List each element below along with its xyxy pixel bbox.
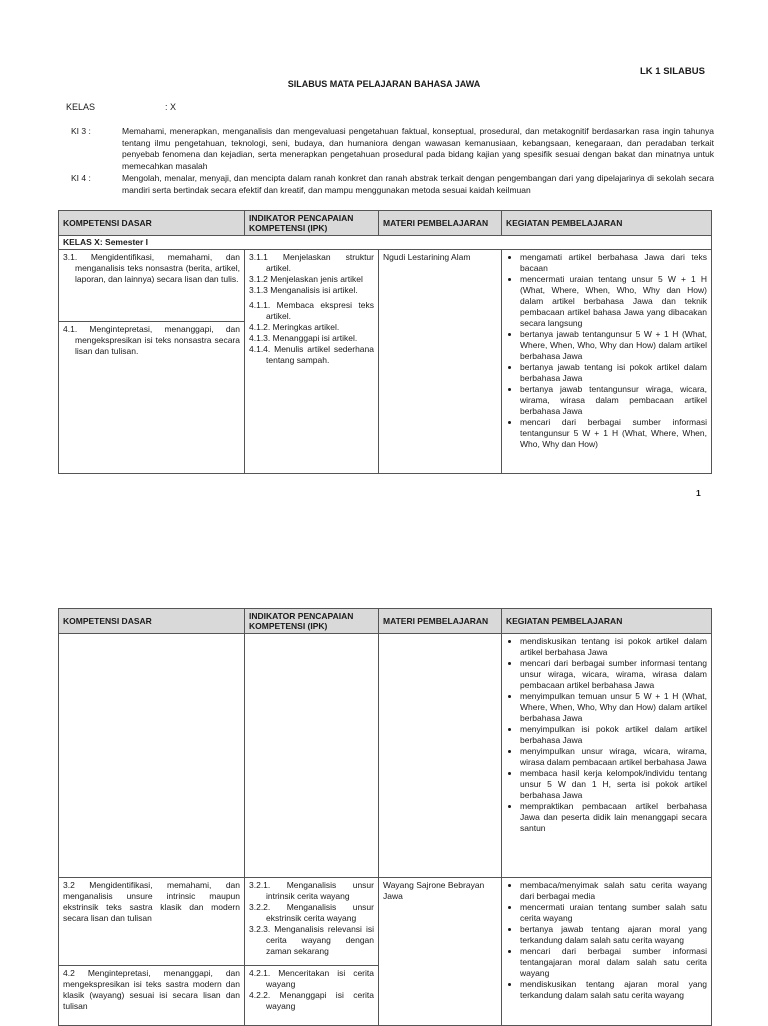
kegiatan-item: • menyimpulkan unsur wiraga, wicara, wirama, wirasa dalam pembacaan artikel berbahasa Jawa xyxy=(520,746,707,768)
kegiatan-item: • menyimpulkan temuan unsur 5 W + 1 H (What, Where, When, Who, Why dan How) dalam artikel berbahasa Jawa xyxy=(520,691,707,724)
ipk-3-2-cell xyxy=(245,878,379,966)
ipk-3-1-1: 3.1.1 Menjelaskan struktur artikel. xyxy=(249,252,374,273)
kegiatan-cell xyxy=(502,250,712,474)
kegiatan-item: • menyimpulkan isi pokok artikel dalam artikel berbahasa Jawa xyxy=(520,724,707,746)
header-materi: MATERI PEMBELAJARAN xyxy=(379,609,502,634)
kegiatan-item: • mencari dari berbagai sumber informasi tentangajaran moral dalam salah satu cerita wayang xyxy=(520,946,707,979)
kd-3-2: 3.2 Mengidentifikasi, memahami, dan menganalisis unsure intrinsic maupun ekstrinsik teks sastra klasik dan modern secara lisan dan tulisan xyxy=(59,878,245,966)
ipk-3-1-2: 3.1.2 Menjelaskan jenis artikel xyxy=(249,274,363,284)
kegiatan-item: • bertanya jawab tentangunsur wiraga, wicara, wirama, wirasa dalam pembacaan artikel berbahasa Jawa xyxy=(520,384,707,417)
ipk-4-2-2: 4.2.2. Menanggapi isi cerita wayang xyxy=(249,990,374,1011)
kd-4-2: 4.2 Mengintepretasi, menanggapi, dan mengekspresikan isi teks sastra modern dan klasik (wayang) sesuai isi secara lisan dan tulisan xyxy=(59,966,245,1026)
kegiatan-item: • bertanya jawab tentangunsur 5 W + 1 H (What, Where, When, Who, Why dan How) dalam artikel berbahasa Jawa xyxy=(520,329,707,362)
syllabus-table-2 xyxy=(58,608,712,1026)
ipk-4-2-cell xyxy=(245,966,379,1026)
ipk-cell xyxy=(245,250,379,474)
ipk-3-1-3: 3.1.3 Menganalisis isi artikel. xyxy=(249,285,358,295)
materi-wayang: Wayang Sajrone Bebrayan Jawa xyxy=(379,878,502,1026)
header-kegiatan: KEGIATAN PEMBELAJARAN xyxy=(502,211,712,236)
ipk-3-2-3: 3.2.3. Menganalisis relevansi isi cerita wayang dengan zaman sekarang xyxy=(249,924,374,956)
kegiatan-item: • mencari dari berbagai sumber informasi tentang unsur wiraga, wicara, wirama, wirasa dalam pembacaan artikel berbahasa Jawa xyxy=(520,658,707,691)
materi-ngudi-lestarining-alam: Ngudi Lestarining Alam xyxy=(379,250,502,474)
ipk-empty-cell xyxy=(245,634,379,878)
ipk-4-1-4: 4.1.4. Menulis artikel sederhana tentang sampah. xyxy=(249,344,374,365)
ki4-text: Mengolah, menalar, menyaji, dan mencipta dalam ranah konkret dan ranah abstrak terkait dengan pengembangan dari yang dipelajarinya di sekolah secara mandiri serta bertindak secara efektif dan kreatif, dan mampu menggunakan metoda sesuai kaidah keilmuan xyxy=(122,173,714,195)
kegiatan-item: • mempraktikan pembacaan artikel berbahasa Jawa dan peserta didik lain menanggapi secara santun xyxy=(520,801,707,834)
header-kompetensi-dasar: KOMPETENSI DASAR xyxy=(59,609,245,634)
header-kegiatan: KEGIATAN PEMBELAJARAN xyxy=(502,609,712,634)
kegiatan-item: • membaca/menyimak salah satu cerita wayang dari berbagai media xyxy=(520,880,707,902)
header-ipk: INDIKATOR PENCAPAIAN KOMPETENSI (IPK) xyxy=(245,609,379,634)
kd-4-1: 4.1. Mengintepretasi, menanggapi, dan mengekspresikan isi teks nonsastra secara lisan dan tulisan. xyxy=(63,324,240,356)
page-code: LK 1 SILABUS xyxy=(640,66,705,77)
kelas-label: KELAS xyxy=(66,102,96,112)
kegiatan-wayang-cell xyxy=(502,878,712,1026)
kegiatan-item: • mencari dari berbagai sumber informasi tentangunsur 5 W + 1 H (What, Where, When, Who, Why dan How) xyxy=(520,417,707,450)
document-title: SILABUS MATA PELAJARAN BAHASA JAWA xyxy=(287,79,481,89)
ki4-label: KI 4 : xyxy=(71,173,91,183)
ki3-label: KI 3 : xyxy=(71,126,91,136)
ki3-text: Memahami, menerapkan, menganalisis dan mengevaluasi pengetahuan faktual, konseptual, prosedural, dan metakognitif berdasarkan rasa ingin tahunya tentang ilmu pengetahuan, teknologi, seni, budaya, dan humaniora dengan wawasan kemanusiaan, kebangsaan, kenegaraan, dan peradaban terkait penyebab fenomena dan kejadian, serta menerapkan pengetahuan prosedural pada bidang kajian yang spesifik sesuai dengan bakat dan minatnya untuk memecahkan masalah xyxy=(122,126,714,171)
kegiatan-item: • bertanya jawab tentang ajaran moral yang terkandung dalam salah satu cerita wayang xyxy=(520,924,707,946)
header-ipk: INDIKATOR PENCAPAIAN KOMPETENSI (IPK) xyxy=(245,211,379,236)
kd-3-1: 3.1. Mengidentifikasi, memahami, dan menganalisis teks nonsastra (berita, artikel, laporan, dan lainnya) secara lisan dan tulis. xyxy=(63,252,240,284)
kd-empty-cell xyxy=(59,634,245,878)
kelas-value: : X xyxy=(165,102,177,112)
kegiatan-item: • mendiskusikan tentang isi pokok artikel dalam artikel berbahasa Jawa xyxy=(520,636,707,658)
header-materi: MATERI PEMBELAJARAN xyxy=(379,211,502,236)
kd-3-1-cell xyxy=(59,250,245,322)
ipk-4-1-1: 4.1.1. Membaca ekspresi teks artikel. xyxy=(249,300,374,321)
kegiatan-item: • mencermati uraian tentang sumber salah satu cerita wayang xyxy=(520,902,707,924)
materi-empty-cell xyxy=(379,634,502,878)
kegiatan-item: • mengamati artikel berbahasa Jawa dari teks bacaan xyxy=(520,252,707,274)
header-kompetensi-dasar: KOMPETENSI DASAR xyxy=(59,211,245,236)
ipk-4-1-3: 4.1.3. Menanggapi isi artikel. xyxy=(249,333,358,343)
ipk-4-2-1: 4.2.1. Menceritakan isi cerita wayang xyxy=(249,968,374,989)
kegiatan-item: • mencermati uraian tentang unsur 5 W + 1 H (What, Where, When, Who, Why dan How) dalam artikel berbahasa Jawa dan teknik pembacaan artikel bahasa Jawa yang dibacakan secara langsung xyxy=(520,274,707,329)
ipk-3-2-1: 3.2.1. Menganalisis unsur intrinsik cerita wayang xyxy=(249,880,374,901)
syllabus-table-1 xyxy=(58,210,712,474)
kegiatan-continued-cell xyxy=(502,634,712,878)
kegiatan-item: • membaca hasil kerja kelompok/individu tentang unsur 5 W dan 1 H, serta isi pokok artikel berbahasa Jawa xyxy=(520,768,707,801)
kegiatan-item: • bertanya jawab tentang isi pokok artikel dalam berbahasa Jawa xyxy=(520,362,707,384)
ipk-3-2-2: 3.2.2. Menganalisis unsur ekstrinsik cerita wayang xyxy=(249,902,374,923)
page-number: 1 xyxy=(696,488,701,498)
kegiatan-item: • mendiskusikan tentang ajaran moral yang terkandung dalam salah satu cerita wayang xyxy=(520,979,707,1001)
semester-label: KELAS X: Semester I xyxy=(59,236,712,250)
ipk-4-1-2: 4.1.2. Meringkas artikel. xyxy=(249,322,340,332)
kd-4-1-cell xyxy=(59,322,245,474)
